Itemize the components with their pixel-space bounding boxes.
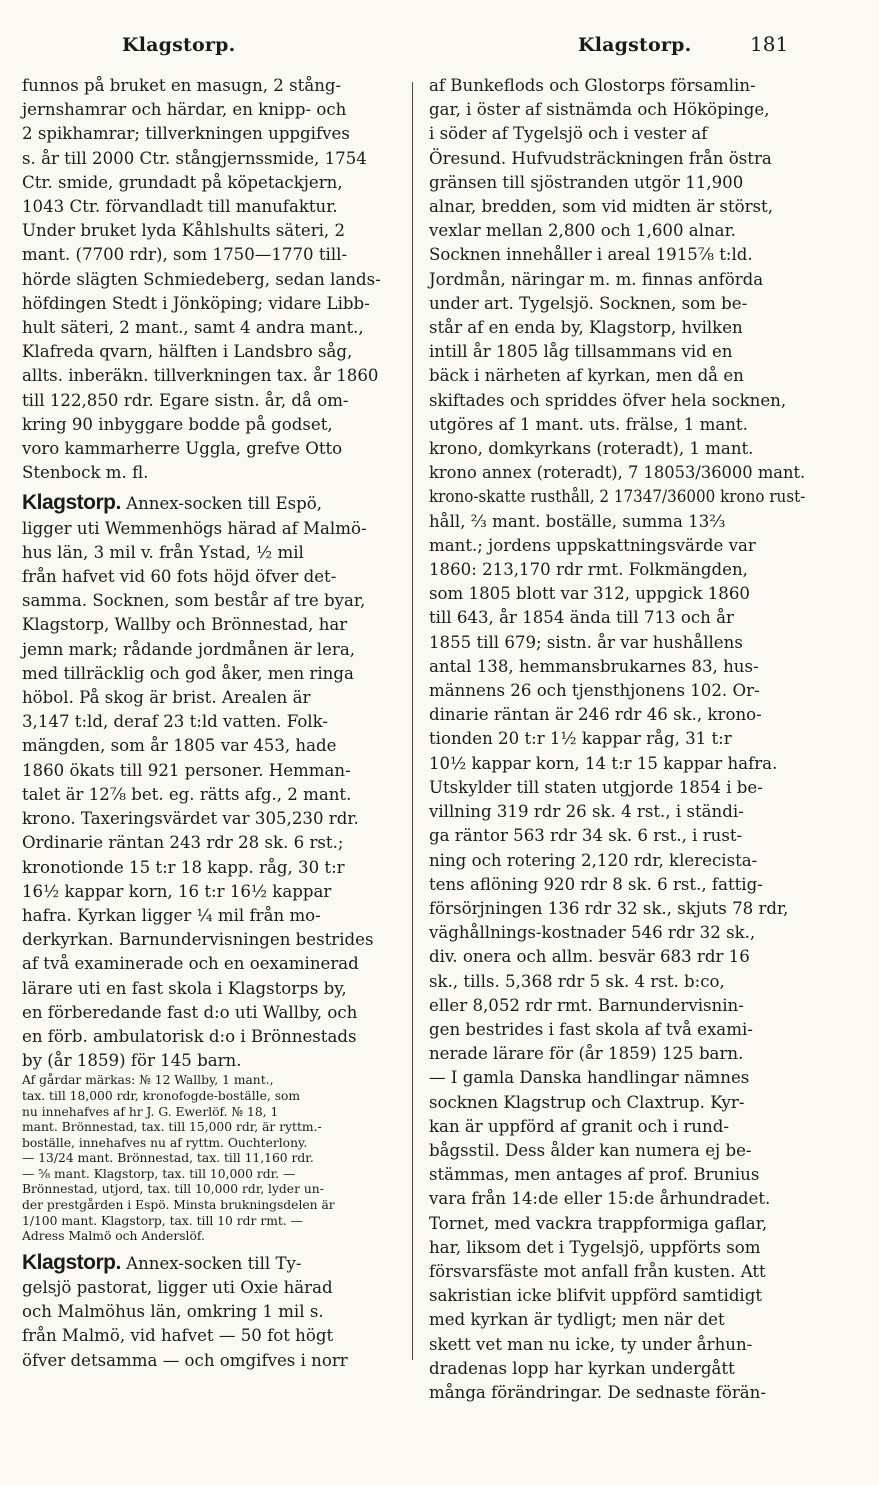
text-line: från Malmö, vid hafvet — 50 fot högt <box>22 1326 334 1346</box>
text-line: — I gamla Danska handlingar nämnes <box>429 1068 750 1088</box>
text-line: utgöres af 1 mant. uts. frälse, 1 mant. <box>429 414 748 434</box>
entry-body <box>22 1276 398 1373</box>
text-line: Klagstorp, Wallby och Brönnestad, har <box>22 615 348 635</box>
text-line: 1860: 213,170 rdr rmt. Folkmängden, <box>429 560 748 580</box>
text-line: gränsen till sjöstranden utgör 11,900 <box>429 172 744 192</box>
text-line: kan är uppförd af granit och i rund- <box>429 1116 729 1136</box>
text-line: med tillräcklig och god åker, men ringa <box>22 663 354 683</box>
text-line: gen bestrides i fast skola af två exami- <box>429 1019 753 1039</box>
text-line: kronotionde 15 t:r 18 kapp. råg, 30 t:r <box>22 857 345 877</box>
text-line: mängden, som år 1805 var 453, hade <box>22 736 337 756</box>
entry-first-line <box>22 491 398 516</box>
text-line: talet är 12⅞ bet. eg. rätts afg., 2 mant. <box>22 784 352 804</box>
text-line: 1860 ökats till 921 personer. Hemman- <box>22 760 351 780</box>
text-line: höbol. På skog är brist. Arealen är <box>22 688 311 708</box>
text-line: krono, domkyrkans (roteradt), 1 mant. <box>429 439 754 459</box>
text-line: tens aflöning 920 rdr 8 sk. 6 rst., fattig- <box>429 874 763 894</box>
text-line: krono. Taxeringsvärdet var 305,230 rdr. <box>22 809 359 829</box>
text-line: håll, ⅔ mant. boställe, summa 13⅔ <box>429 511 726 531</box>
text-line: voro kammarherre Uggla, grefve Otto <box>22 439 343 459</box>
small-print-line: boställe, innehafves nu af ryttm. Ouchterlony. <box>22 1135 308 1150</box>
text-line: Ctr. smide, grundadt på köpetackjern, <box>22 172 343 192</box>
small-print-notes <box>22 1073 398 1245</box>
text-line: en förberedande fast d:o uti Wallby, och <box>22 1002 358 1022</box>
text-line: villning 319 rdr 26 sk. 4 rst., i ständi- <box>429 802 744 822</box>
text-line: vara från 14:de eller 15:de århundradet. <box>429 1189 771 1209</box>
text-line: by (år 1859) för 145 barn. <box>22 1051 242 1071</box>
page-number: 181 <box>750 32 789 56</box>
text-line: af Bunkeflods och Glostorps församlin- <box>429 76 756 95</box>
text-line: allts. inberäkn. tillverkningen tax. år 1860 <box>22 366 379 386</box>
text-line: till 122,850 rdr. Egare sistn. år, då om- <box>22 390 349 410</box>
text-line: Stenbock m. fl. <box>22 463 149 483</box>
right-column-text <box>429 74 805 1405</box>
entry-body <box>22 517 398 1074</box>
text-line: krono-skatte rusthåll, 2 17347/36000 krono rust- <box>429 487 806 507</box>
running-head-right: Klagstorp. <box>578 34 692 56</box>
text-line: bäck i närheten af kyrkan, men då en <box>429 366 744 386</box>
text-line: krono annex (roteradt), 7 18053/36000 mant. <box>429 463 806 483</box>
text-line: derkyrkan. Barnundervisningen bestrides <box>22 930 374 950</box>
text-line: många förändringar. De sednaste förän- <box>429 1382 766 1402</box>
small-print-line: der prestgården i Espö. Minsta brukningsdelen är <box>22 1198 335 1213</box>
text-line: till 643, år 1854 ända till 713 och år <box>429 608 734 628</box>
small-print-line: Adress Malmö och Anderslöf. <box>22 1229 205 1244</box>
text-line: sakristian icke blifvit uppförd samtidigt <box>429 1286 763 1306</box>
text-line: skett vet man nu icke, ty under århun- <box>429 1334 753 1354</box>
text-line: hafra. Kyrkan ligger ¼ mil från mo- <box>22 905 321 925</box>
small-print-line: — ⅝ mant. Klagstorp, tax. till 10,000 rdr. — <box>22 1166 296 1181</box>
text-line: har, liksom det i Tygelsjö, uppförts som <box>429 1237 761 1257</box>
text-line: sk., tills. 5,368 rdr 5 sk. 4 rst. b:co, <box>429 971 725 991</box>
text-line: gar, i öster af sistnämda och Hököpinge, <box>429 100 770 120</box>
text-line: ning och rotering 2,120 rdr, klerecista- <box>429 850 758 870</box>
text-line: 2 spikhamrar; tillverkningen uppgifves <box>22 124 350 144</box>
text-line: stämmas, men antages af prof. Brunius <box>429 1165 760 1185</box>
text-line: tionden 20 t:r 1½ kappar råg, 31 t:r <box>429 729 732 749</box>
text-line: af två examinerade och en oexaminerad <box>22 954 359 974</box>
text-line: lärare uti en fast skola i Klagstorps by, <box>22 978 347 998</box>
text-line: hörde slägten Schmiedeberg, sedan lands- <box>22 269 381 289</box>
text-line: alnar, bredden, som vid midten är störst, <box>429 197 773 217</box>
entry-first-text: Annex-socken till Ty- <box>120 1253 302 1273</box>
text-line: kring 90 inbyggare bodde på godset, <box>22 414 333 434</box>
text-line: står af en enda by, Klagstorp, hvilken <box>429 318 743 338</box>
text-line: samma. Socknen, som består af tre byar, <box>22 591 366 611</box>
text-line: mant. (7700 rdr), som 1750—1770 till- <box>22 245 348 265</box>
text-line: 16½ kappar korn, 16 t:r 16½ kappar <box>22 881 332 901</box>
small-print-line: Af gårdar märkas: № 12 Wallby, 1 mant., <box>22 1073 274 1088</box>
text-line: väghållnings-kostnader 546 rdr 32 sk., <box>429 923 756 943</box>
text-line: Tornet, med vackra trappformiga gaflar, <box>429 1213 768 1233</box>
text-line: intill år 1805 låg tillsammans vid en <box>429 342 733 362</box>
small-print-line: tax. till 18,000 rdr, kronofogde-boställe, som <box>22 1088 301 1103</box>
text-line: 1855 till 679; sistn. år var hushållens <box>429 632 743 652</box>
small-print-line: mant. Brönnestad, tax. till 15,000 rdr, är ryttm.- <box>22 1120 322 1135</box>
small-print-line: 1/100 mant. Klagstorp, tax. till 10 rdr rmt. — <box>22 1213 303 1228</box>
text-line: dinarie räntan är 246 rdr 46 sk., krono- <box>429 705 762 725</box>
text-line: 3,147 t:ld, deraf 23 t:ld vatten. Folk- <box>22 712 328 732</box>
text-line: jemn mark; rådande jordmånen är lera, <box>22 639 356 659</box>
text-line: i söder af Tygelsjö och i vester af <box>429 124 708 144</box>
right-column <box>429 74 805 1405</box>
text-line: div. onera och allm. besvär 683 rdr 16 <box>429 947 750 967</box>
text-line: från hafvet vid 60 fots höjd öfver det- <box>22 567 337 587</box>
small-print-line: Brönnestad, utjord, tax. till 10,000 rdr, lyder un- <box>22 1182 324 1197</box>
text-line: ligger uti Wemmenhögs härad af Malmö- <box>22 518 367 538</box>
text-line: öfver detsamma — och omgifves i norr <box>22 1350 348 1370</box>
text-line: Öresund. Hufvudsträckningen från östra <box>429 148 772 168</box>
text-line: gelsjö pastorat, ligger uti Oxie härad <box>22 1278 333 1298</box>
text-line: dradenas lopp har kyrkan undergått <box>429 1358 735 1378</box>
text-line: försörjningen 136 rdr 32 sk., skjuts 78 rdr, <box>429 898 789 918</box>
text-line: antal 138, hemmansbrukarnes 83, hus- <box>429 656 759 676</box>
entry-heading: Klagstorp. <box>22 491 121 515</box>
text-line: en förb. ambulatorisk d:o i Brönnestads <box>22 1026 357 1046</box>
text-line: eller 8,052 rdr rmt. Barnundervisnin- <box>429 995 744 1015</box>
text-line: jernshamrar och härdar, en knipp- och <box>22 100 347 120</box>
entry-klagstorp-wemmenhog <box>22 491 398 1073</box>
text-line: funnos på bruket en masugn, 2 stång- <box>22 76 342 95</box>
entry-first-line <box>22 1251 398 1276</box>
text-line: männens 26 och tjensthjonens 102. Or- <box>429 681 760 701</box>
small-print-line: nu innehafves af hr J. G. Ewerlöf. № 18, 1 <box>22 1104 279 1119</box>
text-line: Under bruket lyda Kåhlshults säteri, 2 <box>22 221 346 241</box>
text-line: som 1805 blott var 312, uppgick 1860 <box>429 584 750 604</box>
running-head-left: Klagstorp. <box>122 34 236 56</box>
text-line: socknen Klagstrup och Claxtrup. Kyr- <box>429 1092 745 1112</box>
column-divider <box>412 82 413 1360</box>
text-line: under art. Tygelsjö. Socknen, som be- <box>429 293 748 313</box>
text-line: Utskylder till staten utgjorde 1854 i be- <box>429 777 763 797</box>
text-line: och Malmöhus län, omkring 1 mil s. <box>22 1302 324 1322</box>
entry-first-text: Annex-socken till Espö, <box>120 494 322 514</box>
continued-paragraph <box>22 74 398 485</box>
text-line: hult säteri, 2 mant., samt 4 andra mant., <box>22 318 364 338</box>
text-line: 10½ kappar korn, 14 t:r 15 kappar hafra. <box>429 753 778 773</box>
entry-heading: Klagstorp. <box>22 1250 121 1274</box>
text-line: försvarsfäste mot anfall från kusten. Att <box>429 1261 766 1281</box>
text-line: skiftades och spriddes öfver hela socknen, <box>429 390 787 410</box>
left-column <box>22 74 398 1373</box>
text-line: hus län, 3 mil v. från Ystad, ½ mil <box>22 542 304 562</box>
entry-klagstorp-oxie <box>22 1251 398 1373</box>
text-line: höfdingen Stedt i Jönköping; vidare Libb- <box>22 293 370 313</box>
text-line: nerade lärare för (år 1859) 125 barn. <box>429 1044 744 1064</box>
text-line: Socknen innehåller i areal 1915⅞ t:ld. <box>429 245 753 265</box>
text-line: s. år till 2000 Ctr. stångjernssmide, 1754 <box>22 148 367 168</box>
text-line: mant.; jordens uppskattningsvärde var <box>429 535 756 555</box>
text-line: med kyrkan är tydligt; men när det <box>429 1310 725 1330</box>
text-line: Jordmån, näringar m. m. finnas anförda <box>429 269 764 289</box>
small-print-line: — 13/24 mant. Brönnestad, tax. till 11,160 rdr. <box>22 1151 314 1166</box>
text-line: Ordinarie räntan 243 rdr 28 sk. 6 rst.; <box>22 833 344 853</box>
text-line: Klafreda qvarn, hälften i Landsbro såg, <box>22 342 353 362</box>
text-line: ga räntor 563 rdr 34 sk. 6 rst., i rust- <box>429 826 743 846</box>
text-line: bågsstil. Dess ålder kan numera ej be- <box>429 1140 752 1160</box>
text-line: 1043 Ctr. förvandladt till manufaktur. <box>22 197 338 217</box>
text-line: vexlar mellan 2,800 och 1,600 alnar. <box>429 221 736 241</box>
